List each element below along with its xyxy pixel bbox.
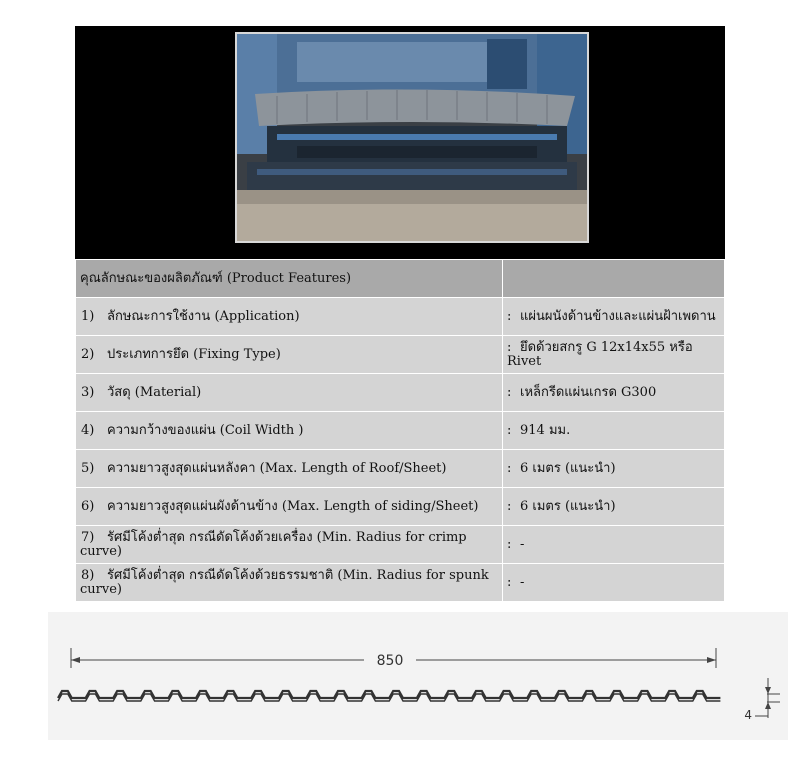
feature-label: รัศมีโค้งต่ำสุด กรณีดัดโค้งด้วยเครื่อง (Min. Radius for crimp curve) bbox=[80, 529, 467, 559]
colon: : bbox=[507, 536, 512, 552]
table-header-label: คุณลักษณะของผลิตภัณฑ์ (Product Features) bbox=[76, 260, 503, 298]
colon: : bbox=[507, 308, 512, 324]
feature-value: - bbox=[520, 536, 525, 552]
table-row bbox=[76, 298, 725, 336]
photo-panel bbox=[75, 26, 725, 259]
table-header-value bbox=[503, 260, 725, 298]
table-row bbox=[76, 374, 725, 412]
arrow-down-icon bbox=[765, 687, 771, 694]
feature-value-cell bbox=[503, 450, 725, 488]
feature-label: ความยาวสูงสุดแผ่นผังด้านข้าง (Max. Length of siding/Sheet) bbox=[107, 498, 479, 514]
feature-label-cell bbox=[76, 450, 503, 488]
row-number: 3) bbox=[81, 384, 95, 400]
colon: : bbox=[507, 384, 512, 400]
product-features-table bbox=[75, 259, 725, 602]
row-number: 5) bbox=[81, 460, 95, 476]
feature-value-cell bbox=[503, 336, 725, 374]
feature-value: 6 เมตร (แนะนำ) bbox=[520, 460, 616, 476]
feature-value-cell bbox=[503, 488, 725, 526]
colon: : bbox=[507, 574, 512, 590]
feature-value-cell bbox=[503, 564, 725, 602]
feature-label-cell bbox=[76, 412, 503, 450]
feature-label: วัสดุ (Material) bbox=[107, 384, 202, 400]
feature-label-cell bbox=[76, 298, 503, 336]
feature-label: ความยาวสูงสุดแผ่นหลังคา (Max. Length of Roof/Sheet) bbox=[107, 460, 447, 476]
row-number: 8) bbox=[81, 567, 95, 583]
feature-label-cell bbox=[76, 336, 503, 374]
row-number: 7) bbox=[81, 529, 95, 545]
feature-label: ประเภทการยึด (Fixing Type) bbox=[107, 346, 281, 362]
feature-value-cell bbox=[503, 298, 725, 336]
table-row bbox=[76, 488, 725, 526]
feature-value-cell bbox=[503, 526, 725, 564]
feature-value-cell bbox=[503, 412, 725, 450]
row-number: 4) bbox=[81, 422, 95, 438]
profile-svg bbox=[40, 612, 800, 742]
feature-label: ลักษณะการใช้งาน (Application) bbox=[107, 308, 300, 324]
feature-label-cell bbox=[76, 526, 503, 564]
sheet-profile-drawing bbox=[40, 612, 800, 742]
colon: : bbox=[507, 460, 512, 476]
width-dimension-label: 850 bbox=[376, 653, 404, 669]
feature-value: เหล็กรีดแผ่นเกรด G300 bbox=[520, 384, 657, 400]
feature-value-cell bbox=[503, 374, 725, 412]
feature-value: 914 มม. bbox=[520, 422, 571, 438]
feature-label-cell bbox=[76, 374, 503, 412]
colon: : bbox=[507, 498, 512, 514]
row-number: 6) bbox=[81, 498, 95, 514]
table-row bbox=[76, 336, 725, 374]
feature-label-cell bbox=[76, 564, 503, 602]
colon: : bbox=[507, 422, 512, 438]
feature-label-cell bbox=[76, 488, 503, 526]
feature-value: - bbox=[520, 574, 525, 590]
table-row bbox=[76, 526, 725, 564]
table-row bbox=[76, 450, 725, 488]
height-dimension-label: 4 bbox=[744, 708, 752, 722]
arrow-left-icon bbox=[71, 657, 80, 663]
feature-value: 6 เมตร (แนะนำ) bbox=[520, 498, 616, 514]
row-number: 2) bbox=[81, 346, 95, 362]
feature-label: รัศมีโค้งต่ำสุด กรณีดัดโค้งด้วยธรรมชาติ (Min. Radius for spunk curve) bbox=[80, 567, 489, 597]
colon: : bbox=[507, 339, 512, 355]
feature-label: ความกว้างของแผ่น (Coil Width ) bbox=[107, 422, 304, 438]
roll-forming-machine-image bbox=[237, 34, 587, 241]
machine-photo bbox=[235, 32, 589, 243]
table-row bbox=[76, 412, 725, 450]
arrow-right-icon bbox=[707, 657, 716, 663]
feature-value: แผ่นผนังด้านข้างและแผ่นฝ้าเพดาน bbox=[520, 308, 716, 324]
table-header-row bbox=[76, 260, 725, 298]
row-number: 1) bbox=[81, 308, 95, 324]
arrow-up-icon bbox=[765, 702, 771, 709]
feature-value: ยึดด้วยสกรู G 12x14x55 หรือ Rivet bbox=[507, 339, 693, 369]
table-row bbox=[76, 564, 725, 602]
